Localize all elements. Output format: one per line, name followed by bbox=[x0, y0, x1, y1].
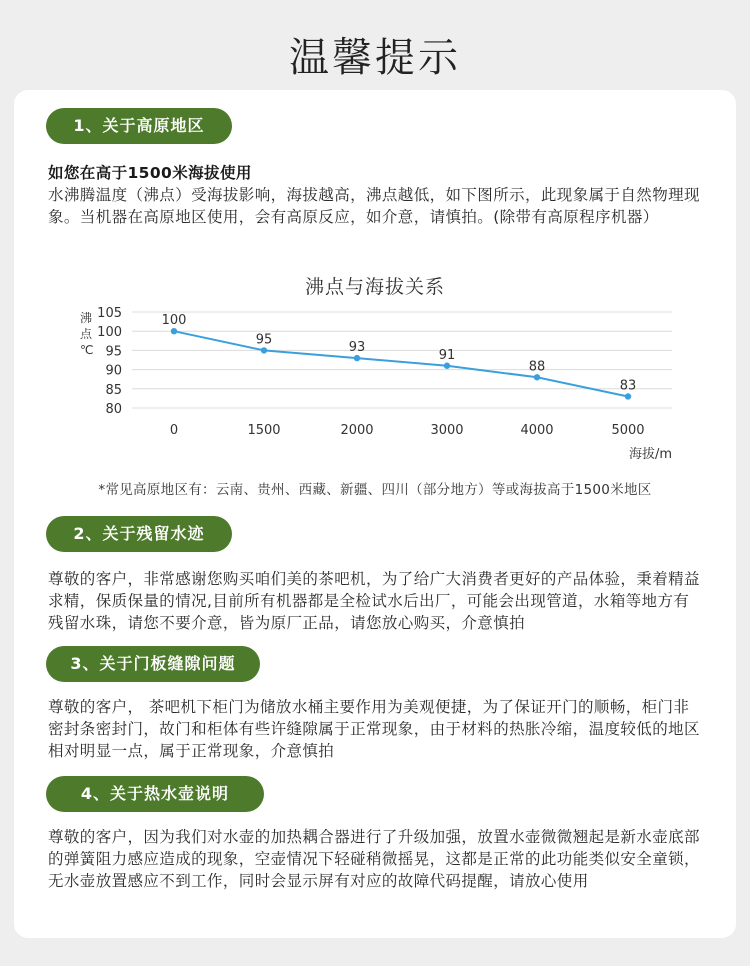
x-axis-label: 海拔/m bbox=[628, 447, 672, 462]
x-tick-label: 3000 bbox=[430, 423, 464, 438]
data-point bbox=[354, 355, 360, 361]
page-title: 温馨提示 bbox=[289, 35, 461, 81]
plateau-regions-note: *常见高原地区有：云南、贵州、西藏、新疆、四川（部分地方）等或海拔高于1500米地区 bbox=[98, 482, 652, 498]
data-label: 93 bbox=[348, 340, 366, 356]
section-4-heading: 4、关于热水壶说明 bbox=[46, 776, 264, 812]
section-2-heading: 2、关于残留水迹 bbox=[46, 516, 232, 552]
section-1-heading: 1、关于高原地区 bbox=[46, 108, 232, 144]
boiling-point-chart bbox=[14, 300, 736, 470]
data-point bbox=[171, 328, 177, 334]
data-point bbox=[261, 347, 267, 353]
data-point bbox=[534, 374, 540, 380]
data-point bbox=[444, 363, 450, 369]
series-line bbox=[174, 331, 628, 396]
data-label: 83 bbox=[619, 378, 637, 394]
y-tick-labels bbox=[97, 306, 122, 417]
data-labels bbox=[162, 313, 637, 393]
data-label: 91 bbox=[438, 347, 456, 363]
chart-grid bbox=[132, 312, 672, 408]
section-3-text: 尊敬的客户， 茶吧机下柜门为储放水桶主要作用为美观便捷，为了保证开门的顺畅，柜门非密封条密封门，故门和柜体有些许缝隙属于正常现象，由于材料的热胀冷缩，温度较低的地区相对明显一点，属于正常现象，介意慎拍 bbox=[48, 698, 700, 760]
chart-title: 沸点与海拔关系 bbox=[304, 276, 445, 298]
y-tick-label: 100 bbox=[97, 325, 122, 341]
y-tick-label: 95 bbox=[105, 344, 122, 360]
data-label: 100 bbox=[161, 313, 187, 329]
section-1-body bbox=[48, 162, 704, 228]
y-tick-label: 90 bbox=[105, 363, 122, 379]
y-tick-label: 105 bbox=[97, 306, 122, 321]
y-tick-label: 85 bbox=[105, 382, 122, 398]
section-1-text: 水沸腾温度（沸点）受海拔影响，海拔越高，沸点越低，如下图所示，此现象属于自然物理现象。当机器在高原地区使用，会有高原反应，如介意，请慎拍。(除带有高原程序机器） bbox=[48, 186, 700, 226]
section-2-text: 尊敬的客户，非常感谢您购买咱们美的茶吧机，为了给广大消费者更好的产品体验，秉着精益求精，保质保量的情况,目前所有机器都是全检试水后出厂，可能会出现管道，水箱等地方有残留水珠，请您不要介意，皆为原厂正品，请您放心购买，介意慎拍 bbox=[48, 570, 700, 632]
x-tick-label: 4000 bbox=[520, 423, 554, 438]
section-4-text: 尊敬的客户，因为我们对水壶的加热耦合器进行了升级加强，放置水壶微微翘起是新水壶底部的弹簧阻力感应造成的现象，空壶情况下轻碰稍微摇晃，这都是正常的此功能类似安全童锁，无水壶放置感应不到工作，同时会显示屏有对应的故障代码提醒，请放心使用 bbox=[48, 828, 700, 890]
data-point bbox=[625, 393, 631, 399]
section-3-heading: 3、关于门板缝隙问题 bbox=[46, 646, 260, 682]
data-label: 95 bbox=[255, 332, 273, 348]
x-tick-labels bbox=[170, 423, 645, 438]
x-tick-label: 5000 bbox=[611, 423, 645, 438]
content-card bbox=[14, 90, 736, 938]
x-tick-label: 1500 bbox=[247, 423, 281, 438]
y-tick-label: 80 bbox=[105, 402, 122, 417]
x-tick-label: 2000 bbox=[340, 423, 374, 438]
section-1-subheading: 如您在高于1500米海拔使用 bbox=[48, 164, 252, 182]
x-tick-label: 0 bbox=[169, 423, 179, 438]
y-axis-label: 沸点℃ bbox=[80, 311, 94, 357]
data-label: 88 bbox=[528, 359, 546, 375]
